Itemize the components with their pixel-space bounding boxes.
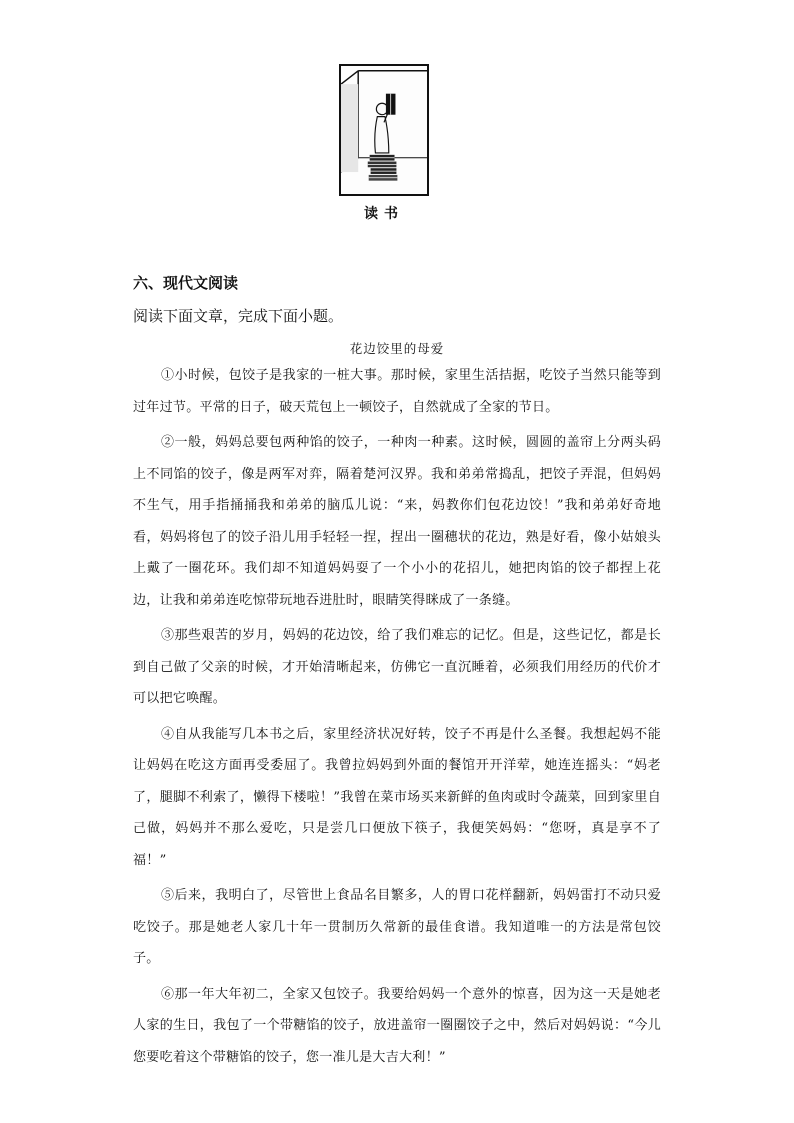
article-title: 花边饺里的母爱 <box>349 341 445 356</box>
paragraph: ②一般，妈妈总要包两种馅的饺子，一种肉一种素。这时候，圆圆的盖帘上分两头码上不同馅的饺子，像是两军对弈，隔着楚河汉界。我和弟弟常捣乱，把饺子弄混，但妈妈不生气，用手指捅捅我和弟弟的脑瓜儿说：“来，妈教你们包花边饺！”我和弟弟好奇地看，妈妈将包了的饺子沿儿用手轻轻一捏，捏出一圈穗状的花边，熟是好看，像小姑娘头上戴了一圈花环。我们却不知道妈妈耍了一个小小的花招儿，她把肉馅的饺子都捏上花边，让我和弟弟连吃惊带玩地吞进肚时，眼睛笑得眯成了一条缝。 <box>133 435 661 608</box>
figure-caption: 读书 <box>364 206 404 222</box>
article-body <box>133 360 661 1077</box>
paragraph: ③那些艰苦的岁月，妈妈的花边饺，给了我们难忘的记忆。但是，这些记忆，都是长到自己做了父亲的时候，才开始清晰起来，仿佛它一直沉睡着，必须我们用经历的代价才可以把它唤醒。 <box>133 628 661 706</box>
paragraph: ④自从我能写几本书之后，家里经济状况好转，饺子不再是什么圣餐。我想起妈不能让妈妈在吃这方面再受委屈了。我曾拉妈妈到外面的餐馆开开洋荤，她连连摇头：“妈老了，腿脚不利索了，懒得下楼啦！”我曾在菜市场买来新鲜的鱼肉或时令蔬菜，回到家里自己做，妈妈并不那么爱吃，只是尝几口便放下筷子，我便笑妈妈：“您呀，真是享不了福！” <box>133 726 661 868</box>
paragraph: ⑤后来，我明白了，尽管世上食品名目繁多，人的胃口花样翻新，妈妈雷打不动只爱吃饺子。那是她老人家几十年一贯制历久常新的最佳食谱。我知道唯一的方法是常包饺子。 <box>133 888 661 966</box>
section-title: 六、现代文阅读 <box>133 274 239 292</box>
reading-on-books-icon <box>341 66 427 194</box>
reading-illustration <box>339 64 429 196</box>
paragraph: ⑥那一年大年初二，全家又包饺子。我要给妈妈一个意外的惊喜，因为这一天是她老人家的生日，我包了一个带糖馅的饺子，放进盖帘一圈圈饺子之中，然后对妈妈说：“今儿您要吃着这个带糖馅的饺子，您一准儿是大吉大利！” <box>133 986 661 1065</box>
paragraph: ①小时候，包饺子是我家的一桩大事。那时候，家里生活拮据，吃饺子当然只能等到过年过节。平常的日子，破天荒包上一顿饺子，自然就成了全家的节日。 <box>133 368 661 415</box>
reading-instruction: 阅读下面文章，完成下面小题。 <box>133 307 344 325</box>
